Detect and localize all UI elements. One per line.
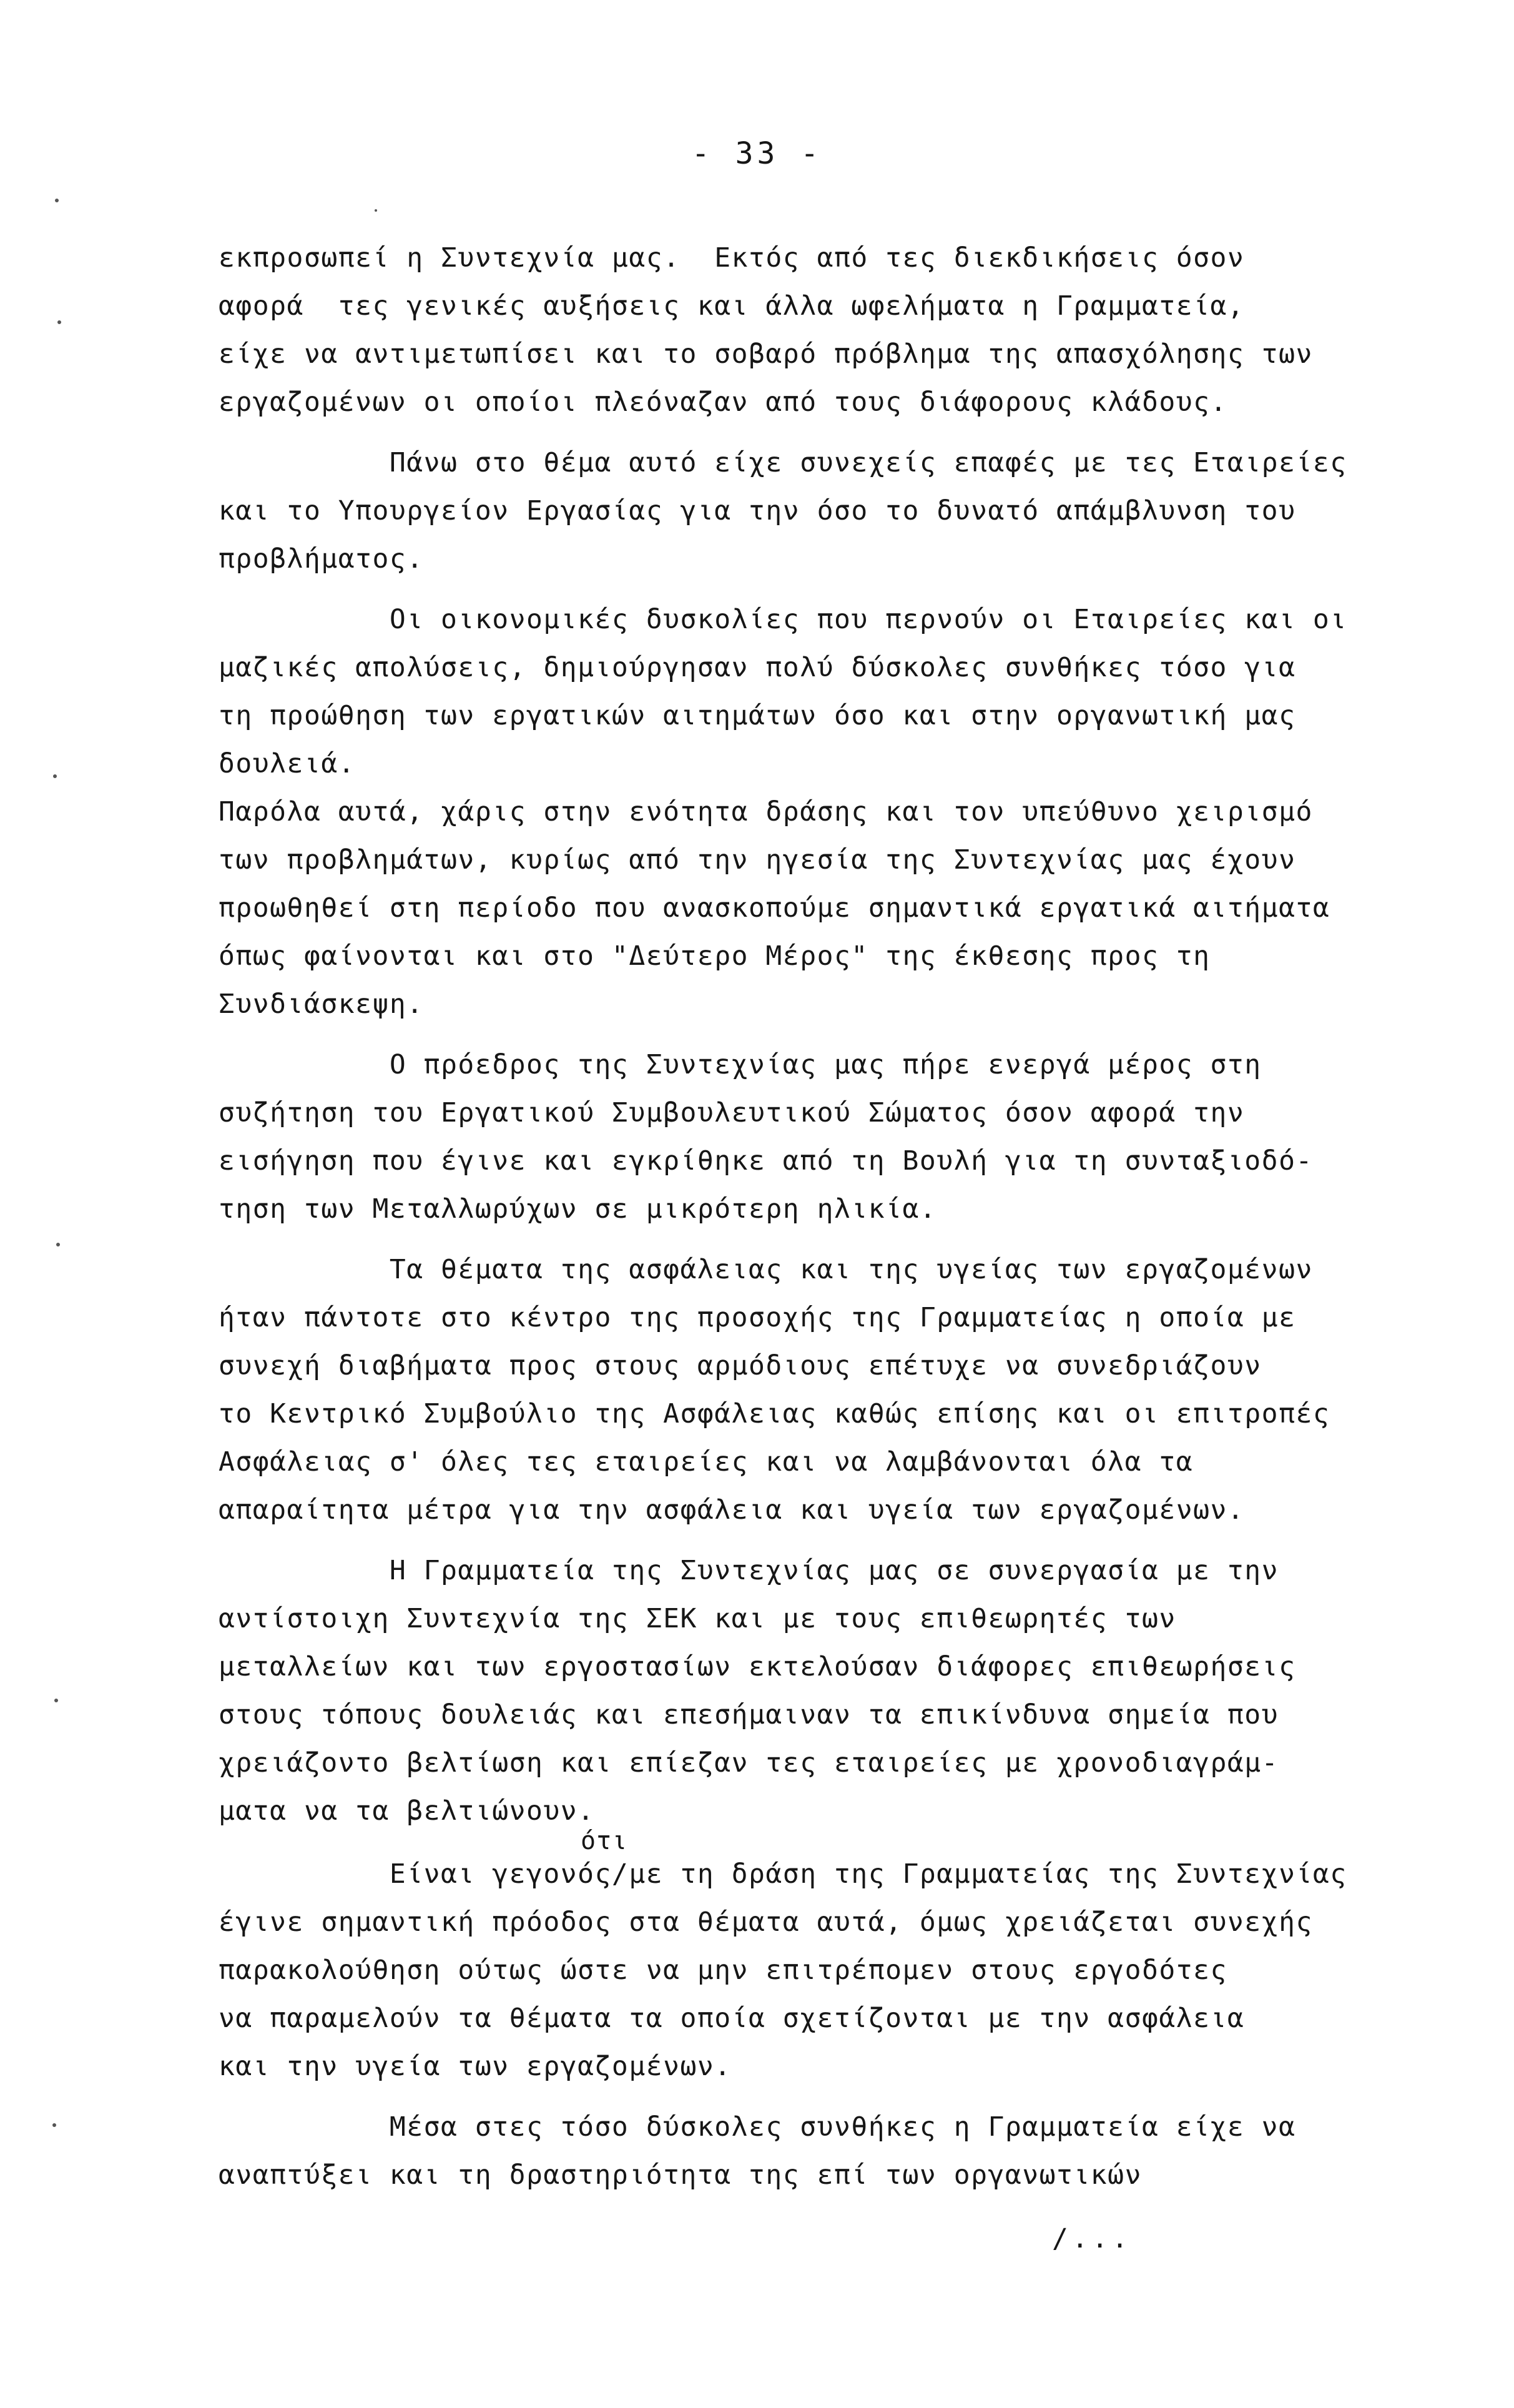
paragraph xyxy=(219,2103,1436,2199)
text-line: ήταν πάντοτε στο κέντρο της προσοχής της Γραμματείας η οποία με xyxy=(219,1302,1296,1333)
text-line: τηση των Μεταλλωρύχων σε μικρότερη ηλικία. xyxy=(219,1193,937,1225)
text-line: απαραίτητα μέτρα για την ασφάλεια και υγεία των εργαζομένων. xyxy=(219,1494,1245,1526)
text-line: είχε να αντιμετωπίσει και το σοβαρό πρόβλημα της απασχόλησης των xyxy=(219,338,1313,370)
text-line: Ασφάλειας σ' όλες τες εταιρείες και να λαμβάνονται όλα τα xyxy=(219,1446,1194,1478)
text-line: προβλήματος. xyxy=(219,543,424,575)
text-line: τη προώθηση των εργατικών αιτημάτων όσο και στην οργανωτική μας xyxy=(219,700,1296,731)
paragraph-gap xyxy=(219,583,1436,596)
text-line: δουλειά. xyxy=(219,748,356,779)
scan-speck xyxy=(57,320,61,324)
text-line: Παρόλα αυτά, χάρις στην ενότητα δράσης και τον υπεύθυνο χειρισμό xyxy=(219,796,1313,827)
text-line: το Κεντρικό Συμβούλιο της Ασφάλειας καθώς επίσης και οι επιτροπές xyxy=(219,1398,1330,1429)
scan-speck xyxy=(55,199,59,202)
paragraph xyxy=(219,1041,1436,1233)
text-line: ματα να τα βελτιώνουν. xyxy=(219,1795,595,1827)
text-line: Οι οικονομικές δυσκολίες που περνούν οι Εταιρείες και οι xyxy=(219,604,1347,635)
text-line: όπως φαίνονται και στο "Δεύτερο Μέρος" της έκθεσης προς τη xyxy=(219,940,1211,972)
text-line: μεταλλείων και των εργοστασίων εκτελούσαν διάφορες επιθεωρήσεις xyxy=(219,1651,1296,1682)
text-line: στους τόπους δουλειάς και επεσήμαιναν τα επικίνδυνα σημεία που xyxy=(219,1699,1279,1730)
paragraph xyxy=(219,1246,1436,1534)
text-line: αναπτύξει και τη δραστηριότητα της επί των οργανωτικών xyxy=(219,2159,1142,2191)
scan-speck xyxy=(52,2123,56,2127)
text-line: Είναι γεγονός/με τη δράση της Γραμματείας της Συντεχνίας xyxy=(219,1858,1347,1890)
paragraph-gap xyxy=(219,1233,1436,1246)
paragraph xyxy=(219,1827,1436,2091)
paragraph xyxy=(219,596,1436,1029)
text-line: και το Υπουργείον Εργασίας για την όσο το δυνατό απάμβλυνση του xyxy=(219,495,1296,526)
text-line: προωθηθεί στη περίοδο που ανασκοπούμε σημαντικά εργατικά αιτήματα xyxy=(219,892,1330,924)
text-line: να παραμελούν τα θέματα τα οποία σχετίζονται με την ασφάλεια xyxy=(219,2003,1245,2034)
paragraph-gap xyxy=(219,1534,1436,1547)
handwritten-insertion: ότι xyxy=(581,1827,628,1855)
text-line: Η Γραμματεία της Συντεχνίας μας σε συνεργασία με την xyxy=(219,1555,1279,1586)
paragraph xyxy=(219,1547,1436,1835)
text-line: Τα θέματα της ασφάλειας και της υγείας των εργαζομένων xyxy=(219,1254,1313,1285)
text-line: συζήτηση του Εργατικού Συμβουλευτικού Σώματος όσον αφορά την xyxy=(219,1097,1245,1128)
text-line: αφορά τες γενικές αυξήσεις και άλλα ωφελήματα η Γραμματεία, xyxy=(219,290,1245,322)
text-line: αντίστοιχη Συντεχνία της ΣΕΚ και με τους επιθεωρητές των xyxy=(219,1603,1176,1634)
paragraph-gap xyxy=(219,427,1436,439)
paragraph-gap xyxy=(219,1029,1436,1041)
text-line: συνεχή διαβήματα προς στους αρμόδιους επέτυχε να συνεδριάζουν xyxy=(219,1350,1262,1381)
paragraph xyxy=(219,234,1436,427)
text-line: χρειάζοντο βελτίωση και επίεζαν τες εταιρείες με χρονοδιαγράμ- xyxy=(219,1747,1279,1779)
paragraph-gap xyxy=(219,2091,1436,2103)
text-line: εκπροσωπεί η Συντεχνία μας. Εκτός από τες διεκδικήσεις όσον xyxy=(219,242,1245,274)
continuation-mark: /... xyxy=(1052,2223,1132,2254)
scan-speck xyxy=(54,1699,58,1702)
text-line: και την υγεία των εργαζομένων. xyxy=(219,2051,732,2082)
scan-speck xyxy=(375,209,377,212)
body-text xyxy=(219,234,1436,2199)
paragraph xyxy=(219,439,1436,583)
scan-speck xyxy=(56,1243,60,1246)
page-number: - 33 - xyxy=(691,136,823,171)
text-line: Ο πρόεδρος της Συντεχνίας μας πήρε ενεργά μέρος στη xyxy=(219,1049,1262,1080)
text-line: Μέσα στες τόσο δύσκολες συνθήκες η Γραμματεία είχε να xyxy=(219,2111,1296,2143)
text-line: εισήγηση που έγινε και εγκρίθηκε από τη Βουλή για τη συνταξιοδό- xyxy=(219,1145,1313,1177)
text-line: παρακολούθηση ούτως ώστε να μην επιτρέπομεν στους εργοδότες xyxy=(219,1955,1227,1986)
text-line: μαζικές απολύσεις, δημιούργησαν πολύ δύσκολες συνθήκες τόσο για xyxy=(219,652,1296,683)
text-line: εργαζομένων οι οποίοι πλεόναζαν από τους διάφορους κλάδους. xyxy=(219,387,1227,418)
text-line: Πάνω στο θέμα αυτό είχε συνεχείς επαφές με τες Εταιρείες xyxy=(219,447,1347,478)
scan-speck xyxy=(53,774,57,778)
text-line: έγινε σημαντική πρόοδος στα θέματα αυτά, όμως χρειάζεται συνεχής xyxy=(219,1907,1313,1938)
text-line: των προβλημάτων, κυρίως από την ηγεσία της Συντεχνίας μας έχουν xyxy=(219,844,1296,876)
text-line: Συνδιάσκεψη. xyxy=(219,989,424,1020)
